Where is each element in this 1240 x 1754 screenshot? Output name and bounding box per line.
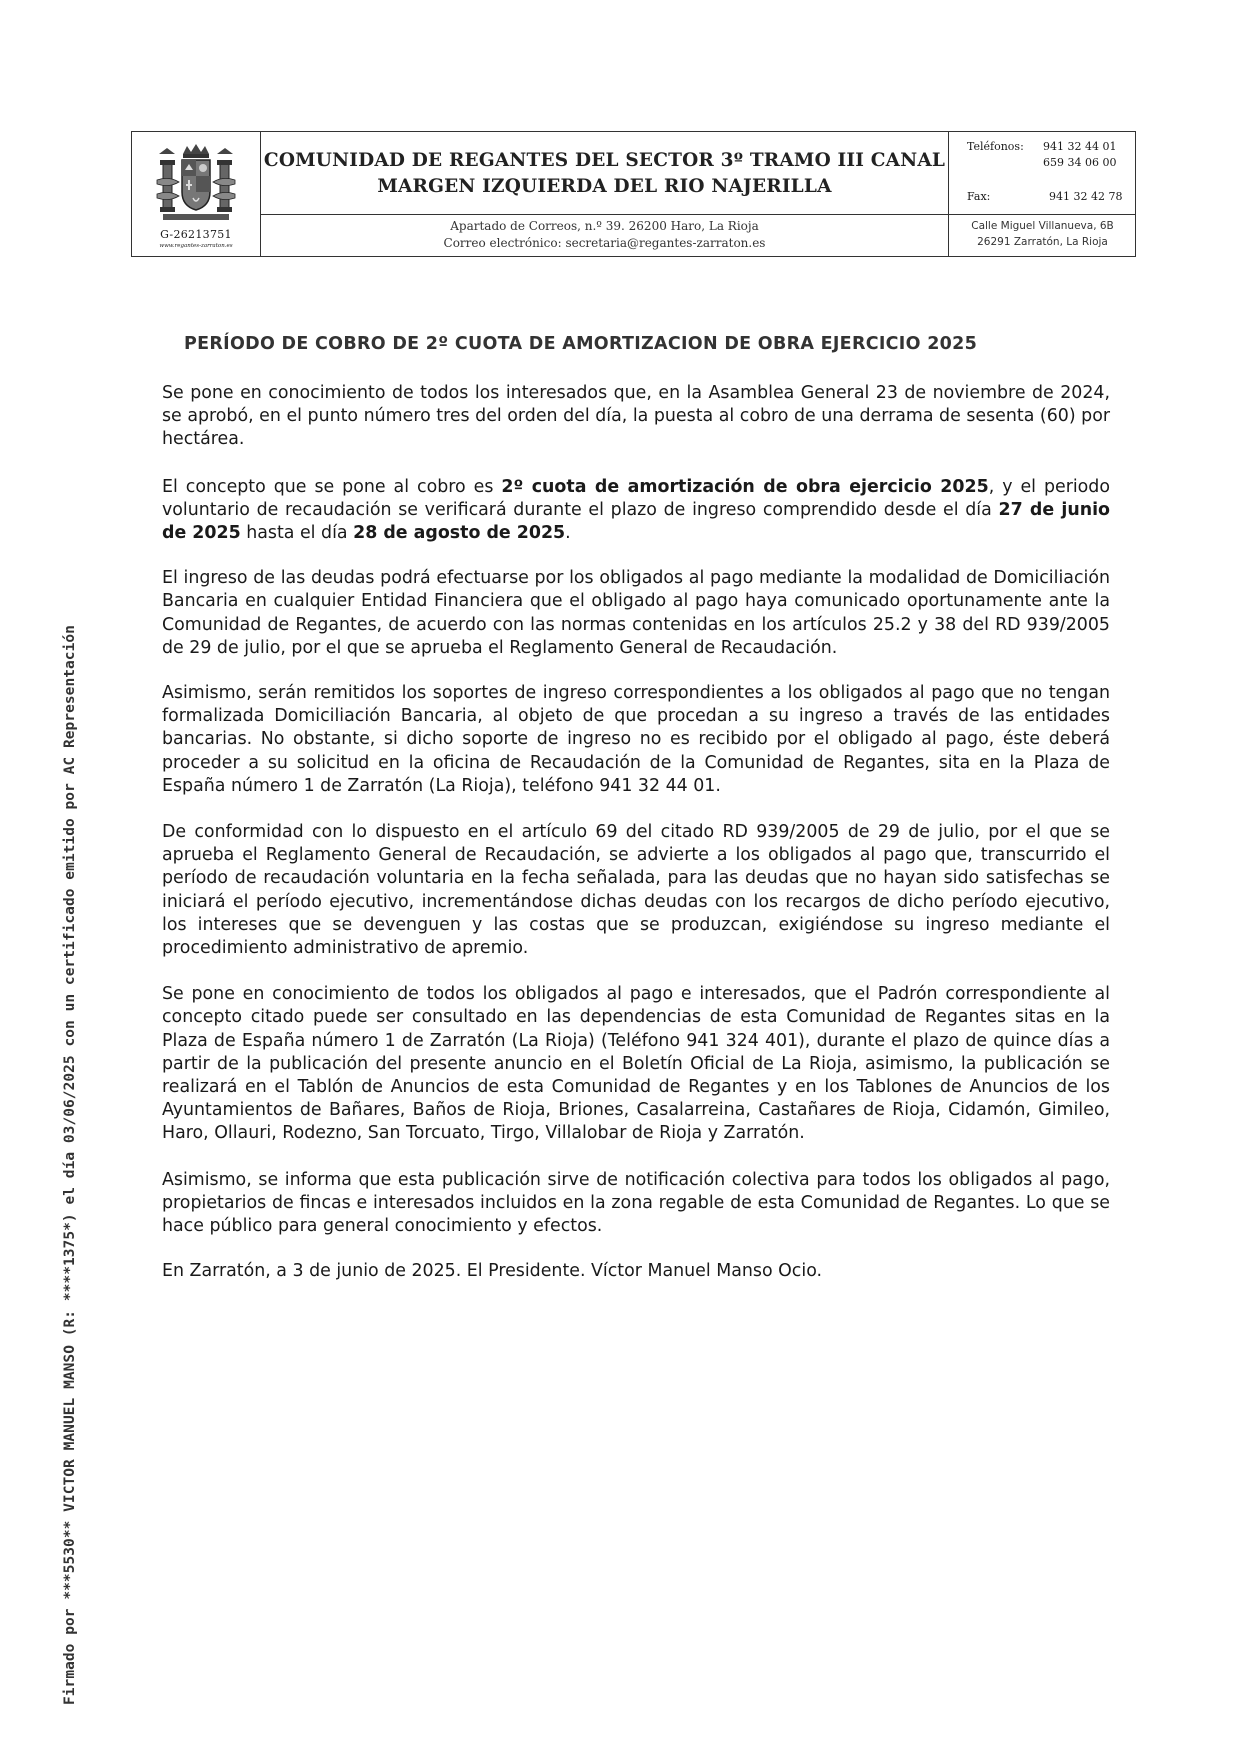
until-text: hasta el día [240, 523, 354, 544]
organization-name-line2: MARGEN IZQUIERDA DEL RIO NAJERILLA [377, 176, 832, 197]
organization-name-line1: COMUNIDAD DE REGANTES DEL SECTOR 3º TRAMO III CANAL [263, 150, 946, 171]
street-address: Calle Miguel Villanueva, 6B [971, 220, 1114, 232]
letterhead-center [261, 132, 948, 256]
website-text: www.regantes-zarraton.es [159, 243, 233, 249]
phone-number-1: 941 32 44 01 [1043, 140, 1117, 153]
paragraph-enforcement: De conformidad con lo dispuesto en el artículo 69 del citado RD 939/2005 de 29 de julio, por el que se aprueba el Reglamento General de Recaudación, se advierte a los obligados al pago que, transcurrido el período de recaudación voluntaria en la fecha señalada, para las deudas que no hayan sido satisfechas se iniciará el período ejecutivo, incrementándose dichas deudas con los recargos de dicho período ejecutivo, los intereses que se devenguen y las costas que se produzcan, exigiéndose su ingreso mediante el procedimiento administrativo de apremio. [162, 822, 1110, 959]
letterhead [131, 131, 1136, 257]
paragraph-concept [162, 476, 1110, 546]
paragraph-direct-debit: El ingreso de las deudas podrá efectuarse por los obligados al pago mediante la modalidad de Domiciliación Bancaria en cualquier Entidad Financiera que el obligado al pago haya comunicado oportunamente ante la Comunidad de Regantes, de acuerdo con las normas contenidas en los artículos 25.2 y 38 del RD 939/2005 de 29 de julio, por el que se aprueba el Reglamento General de Recaudación. [162, 568, 1110, 658]
start-date: 27 de junio de 2025 [162, 499, 1110, 544]
organization-name [261, 148, 948, 200]
letterhead-logo-cell [132, 132, 261, 256]
paragraph-assembly: Se pone en conocimiento de todos los interesados que, en la Asamblea General 23 de noviembre de 2024, se aprobó, en el punto número tres del orden del día, la puesta al cobro de una derrama de sesenta (60) por hectárea. [162, 383, 1110, 450]
town-address: 26291 Zarratón, La Rioja [977, 236, 1108, 248]
signature-line: En Zarratón, a 3 de junio de 2025. El Presidente. Víctor Manuel Manso Ocio. [162, 1261, 823, 1282]
end-date: 28 de agosto de 2025 [353, 523, 566, 544]
postal-address-line: Apartado de Correos, n.º 39. 26200 Haro, La Rioja [450, 219, 759, 233]
concept-name: 2º cuota de amortización de obra ejercicio 2025 [501, 476, 989, 497]
phone-number-2: 659 34 06 00 [1043, 156, 1117, 169]
period-end-text: . [565, 523, 571, 544]
fax-label: Fax: [967, 190, 991, 203]
paragraph-notification: Asimismo, se informa que esta publicación sirve de notificación colectiva para todos los obligados al pago, propietarios de fincas e interesados incluidos en la zona regable de esta Comunidad de Regantes. Lo que se hace público para general conocimiento y efectos. [162, 1169, 1110, 1237]
email-address-line: Correo electrónico: secretaria@regantes-zarraton.es [443, 236, 766, 250]
period-text: , y el periodo voluntario de recaudación se verificará durante el plazo de ingreso comprendido desde el día [162, 476, 1110, 520]
concept-text: El concepto que se pone al cobro es [162, 476, 502, 497]
document-title: PERÍODO DE COBRO DE 2º CUOTA DE AMORTIZACION DE OBRA EJERCICIO 2025 [184, 334, 978, 354]
coat-of-arms-icon [153, 140, 239, 226]
electronic-signature-stamp: Firmado por ***5530** VICTOR MANUEL MANSO (R: ****1375*) el día 03/06/2025 con un certificado emitido por AC Representación [62, 625, 78, 1705]
cif-number: G-26213751 [160, 228, 232, 241]
contact-cell [948, 132, 1136, 256]
postal-address [261, 218, 948, 252]
fax-number: 941 32 42 78 [1049, 190, 1123, 203]
paragraph-register: Se pone en conocimiento de todos los obligados al pago e interesados, que el Padrón correspondiente al concepto citado puede ser consultado en las dependencias de esta Comunidad de Regantes sitas en la Plaza de España número 1 de Zarratón (La Rioja) (Teléfono 941 324 401), durante el plazo de quince días a partir de la publicación del presente anuncio en el Boletín Oficial de La Rioja, asimismo, la publicación se realizará en el Tablón de Anuncios de esta Comunidad de Regantes y en los Tablones de Anuncios de los Ayuntamientos de Bañares, Baños de Rioja, Briones, Casalarreina, Castañares de Rioja, Cidamón, Gimileo, Haro, Ollauri, Rodezno, San Torcuato, Tirgo, Villalobar de Rioja y Zarratón. [162, 984, 1110, 1144]
paragraph-payment-slips: Asimismo, serán remitidos los soportes de ingreso correspondientes a los obligados al pago que no tengan formalizada Domiciliación Bancaria, al objeto de que procedan a su ingreso a través de las entidades bancarias. No obstante, si dicho soporte de ingreso no es recibido por el obligado al pago, éste deberá proceder a su solicitud en la oficina de Recaudación de la Comunidad de Regantes, sita en la Plaza de España número 1 de Zarratón (La Rioja), teléfono 941 32 44 01. [162, 683, 1110, 796]
document-body [162, 382, 1110, 1284]
phone-label: Teléfonos: [967, 140, 1024, 153]
